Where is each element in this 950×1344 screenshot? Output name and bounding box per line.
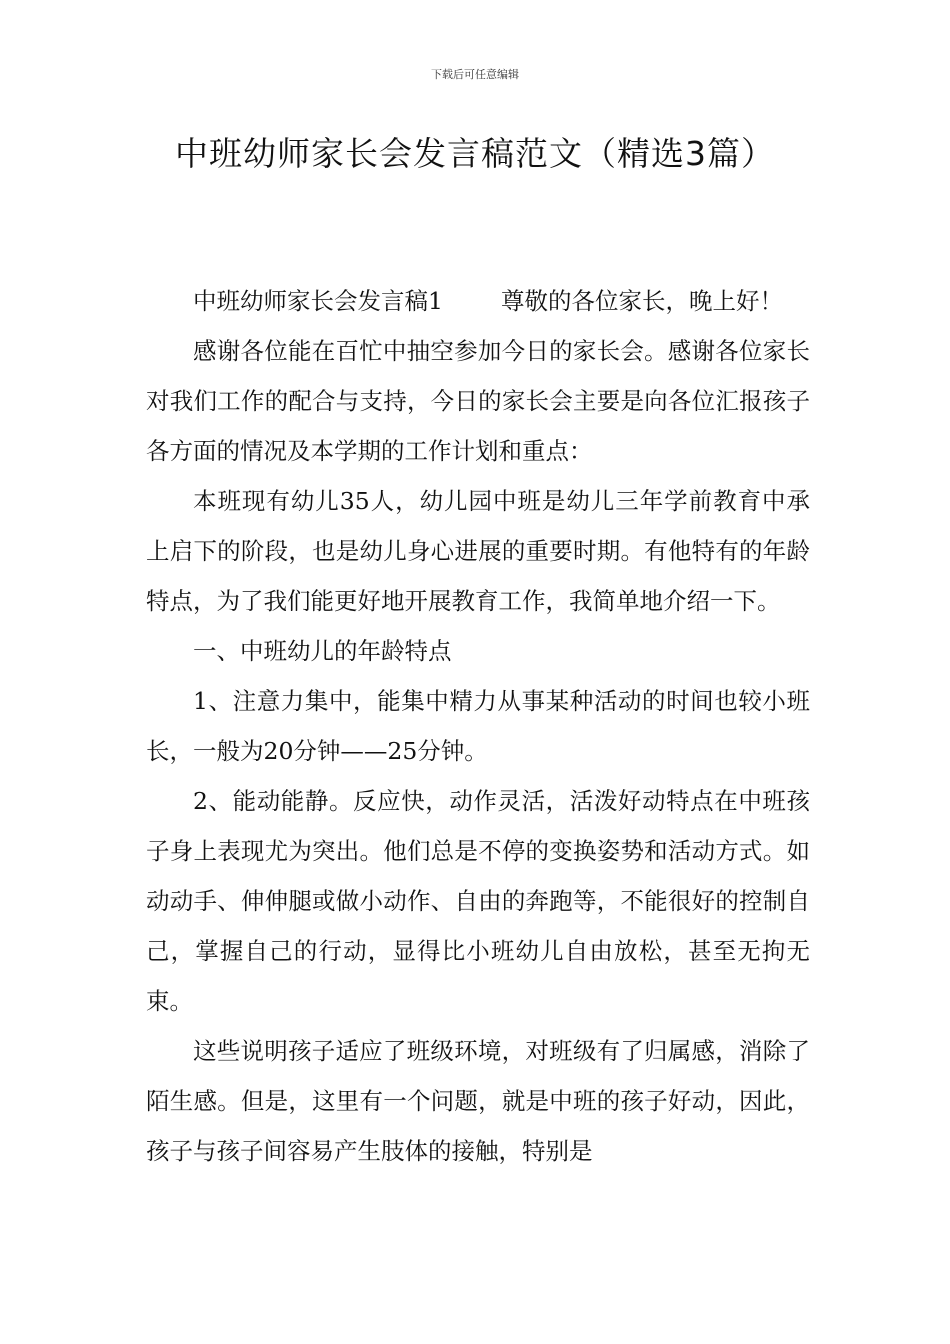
section-heading: 中班幼师家长会发言稿1 [193,287,443,315]
paragraph-point-2: 2、能动能静。反应快，动作灵活，活泼好动特点在中班孩子身上表现尤为突出。他们总是不停的变换姿势和活动方式。如动动手、伸伸腿或做小动作、自由的奔跑等，不能很好的控制自己，掌握自己的行动，显得比小班幼儿自由放松，甚至无拘无束。 [146,787,810,1015]
paragraph-thanks: 感谢各位能在百忙中抽空参加今日的家长会。感谢各位家长对我们工作的配合与支持，今日的家长会主要是向各位汇报孩子各方面的情况及本学期的工作计划和重点： [146,337,810,465]
document-body [146,276,810,1176]
opening-line [146,276,810,326]
greeting: 尊敬的各位家长，晚上好！ [500,287,783,315]
paragraph-point-1: 1、注意力集中，能集中精力从事某种活动的时间也较小班长，一般为20分钟——25分钟。 [146,687,810,765]
subheading-age-features: 一、中班幼儿的年龄特点 [193,637,452,665]
header-note: 下载后可任意编辑 [431,68,519,81]
paragraph-explanation: 这些说明孩子适应了班级环境，对班级有了归属感，消除了陌生感。但是，这里有一个问题，就是中班的孩子好动，因此，孩子与孩子间容易产生肢体的接触，特别是 [146,1037,810,1165]
document-title: 中班幼师家长会发言稿范文（精选3篇） [175,134,775,173]
paragraph-class-intro: 本班现有幼儿35人，幼儿园中班是幼儿三年学前教育中承上启下的阶段，也是幼儿身心进展的重要时期。有他特有的年龄特点，为了我们能更好地开展教育工作，我简单地介绍一下。 [146,487,810,615]
